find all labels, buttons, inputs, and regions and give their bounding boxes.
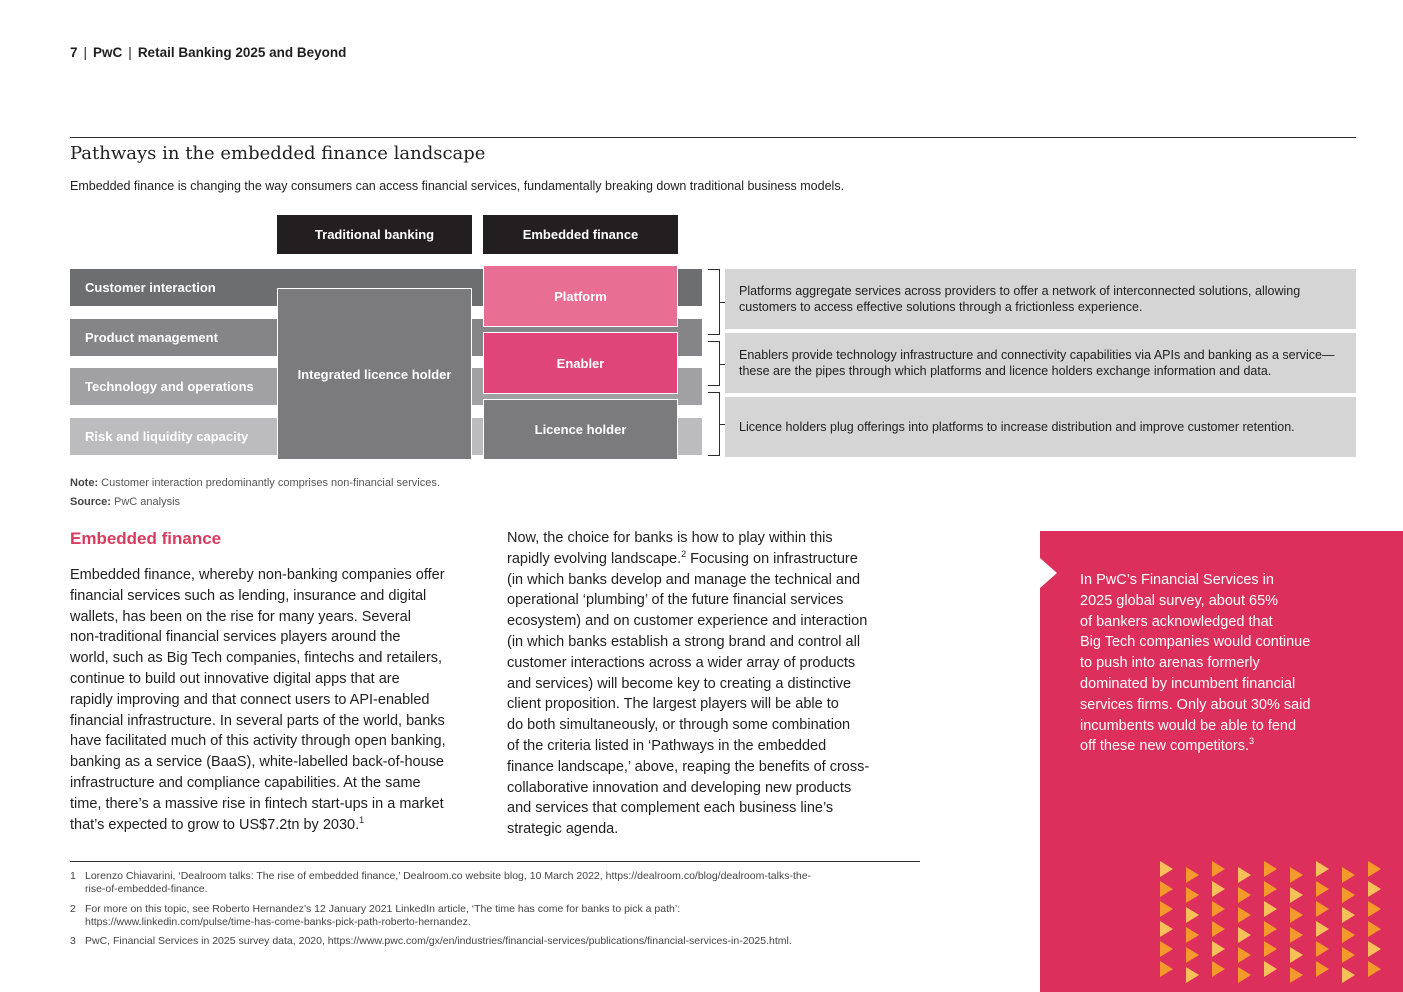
callout-line: In PwC’s Financial Services in xyxy=(1080,572,1274,588)
triangle-icon xyxy=(1212,921,1225,937)
body-line: that’s expected to grow to US$7.2tn by 2030. xyxy=(70,816,360,833)
triangle-icon xyxy=(1186,967,1199,983)
triangle-icon xyxy=(1186,907,1199,923)
triangle-icon xyxy=(1238,967,1251,983)
report-title: Retail Banking 2025 and Beyond xyxy=(137,45,347,60)
body-line: rapidly improving and that connect users to API-enabled xyxy=(70,691,430,708)
row-label: Risk and liquidity capacity xyxy=(85,429,249,444)
triangle-icon xyxy=(1264,881,1277,897)
triangle-icon xyxy=(1316,901,1329,917)
footnote-ref[interactable]: 2 xyxy=(681,548,687,559)
footnote-ref[interactable]: 3 xyxy=(1249,736,1255,747)
triangle-icon xyxy=(1238,887,1251,903)
triangle-icon xyxy=(1186,927,1199,943)
body-line: ecosystem) and on customer experience and interaction xyxy=(507,613,868,630)
body-line: and services) will become key to creating a distinctive xyxy=(507,675,852,692)
triangle-icon xyxy=(1342,867,1355,883)
platform-box: Platform xyxy=(483,265,678,327)
triangle-icon xyxy=(1264,961,1277,977)
figure-subtitle: Embedded finance is changing the way consumers can access financial services, fundamentally breaking down traditional business models. xyxy=(70,179,845,193)
callout-line: Big Tech companies would continue xyxy=(1080,634,1311,651)
footnote-line: Lorenzo Chiavarini, ‘Dealroom talks: The rise of embedded finance,’ Dealroom.co website blog, 10 March 2022, https://dealroom.co/blog/dealroom-talks-the- xyxy=(85,870,812,882)
description-platform xyxy=(725,269,1356,329)
body-line: financial infrastructure. In several parts of the world, banks xyxy=(70,712,445,729)
description-licence-holder xyxy=(725,397,1356,457)
description-line: Enablers provide technology infrastructure and connectivity capabilities via APIs and banking as a service— xyxy=(739,348,1335,362)
triangle-icon xyxy=(1342,967,1355,983)
body-line: finance landscape,’ above, reaping the benefits of cross- xyxy=(507,758,870,775)
source-label: Source: xyxy=(70,496,111,508)
body-line: banking as a service (BaaS), white-labelled back-of-house xyxy=(70,754,444,771)
triangle-icon xyxy=(1290,947,1303,963)
body-line: time, there’s a massive rise in fintech start-ups in a market xyxy=(70,795,444,812)
triangle-icon xyxy=(1264,901,1277,917)
page-number: 7 xyxy=(70,45,78,60)
body-line: continue to build out innovative digital apps that are xyxy=(70,670,400,687)
triangle-icon xyxy=(1264,861,1277,877)
body-line: have facilitated much of this activity through open banking, xyxy=(70,733,446,750)
description-line: Platforms aggregate services across providers to offer a network of interconnected solutions, allowing xyxy=(739,284,1301,298)
footnote-1 xyxy=(70,870,811,896)
note-text: Customer interaction predominantly comprises non-financial services. xyxy=(101,477,440,489)
column-header-traditional-banking: Traditional banking xyxy=(277,215,472,254)
description-line: these are the pipes through which platforms and licence holders exchange information and data. xyxy=(739,364,1272,378)
triangle-icon xyxy=(1186,867,1199,883)
callout-line: to push into arenas formerly xyxy=(1080,655,1260,672)
triangle-icon xyxy=(1316,941,1329,957)
body-line: of the criteria listed in ‘Pathways in the embedded xyxy=(507,737,827,754)
figure-source xyxy=(70,496,180,508)
body-line: Now, the choice for banks is how to play within this xyxy=(507,530,833,546)
triangle-icon xyxy=(1368,881,1381,897)
footnote-2 xyxy=(70,903,680,929)
body-line: infrastructure and compliance capabilities. At the same xyxy=(70,774,421,791)
footnote-line: For more on this topic, see Roberto Hernandez’s 12 January 2021 LinkedIn article, ‘The time has come for banks to pick a path’: xyxy=(85,903,681,915)
triangle-icon xyxy=(1290,927,1303,943)
triangle-icon xyxy=(1212,861,1225,877)
triangle-icon xyxy=(1160,901,1173,917)
footnote-3 xyxy=(70,935,792,948)
callout-notch xyxy=(1040,558,1057,588)
triangle-icon xyxy=(1160,961,1173,977)
triangle-icon xyxy=(1316,861,1329,877)
triangle-icon xyxy=(1368,901,1381,917)
triangle-icon xyxy=(1342,887,1355,903)
body-line: rapidly evolving landscape. xyxy=(507,550,682,567)
body-line: (in which banks develop and manage the technical and xyxy=(507,571,861,588)
triangle-icon xyxy=(1316,881,1329,897)
running-header: 7 | PwC | Retail Banking 2025 and Beyond xyxy=(70,45,347,60)
body-line: Embedded finance, whereby non-banking companies offer xyxy=(70,567,445,583)
note-label: Note: xyxy=(70,477,99,489)
triangle-icon xyxy=(1238,927,1251,943)
footnote-line: PwC, Financial Services in 2025 survey data, 2020, https://www.pwc.com/gx/en/industries/financial-services/publications/financial-services-in-2025.html. xyxy=(85,935,792,947)
column-header-embedded-finance: Embedded finance xyxy=(483,215,678,254)
section-heading: Embedded finance xyxy=(70,529,222,548)
bracket-licence-holder xyxy=(708,392,720,456)
body-line: and services that complement each business line’s xyxy=(507,800,834,817)
footnote-number: 2 xyxy=(70,903,76,915)
figure-note xyxy=(70,477,440,489)
triangle-icon xyxy=(1264,941,1277,957)
triangle-icon xyxy=(1212,941,1225,957)
figure-top-rule xyxy=(70,137,1356,138)
callout-text xyxy=(1080,570,1310,757)
triangle-icon xyxy=(1316,961,1329,977)
body-line: strategic agenda. xyxy=(507,821,619,838)
triangle-icon xyxy=(1368,961,1381,977)
callout-line: services firms. Only about 30% said xyxy=(1080,696,1311,713)
enabler-box: Enabler xyxy=(483,332,678,394)
source-text: PwC analysis xyxy=(114,496,181,508)
callout-panel xyxy=(1040,531,1403,992)
body-line-tail: Focusing on infrastructure xyxy=(686,550,858,567)
body-line: operational ‘plumbing’ of the future financial services xyxy=(507,592,844,609)
triangle-icon xyxy=(1212,901,1225,917)
callout-line: dominated by incumbent financial xyxy=(1080,675,1296,692)
body-line: client proposition. The largest players will be able to xyxy=(507,696,839,713)
triangle-icon xyxy=(1368,921,1381,937)
triangle-icon xyxy=(1212,881,1225,897)
triangle-icon xyxy=(1290,887,1303,903)
triangle-icon xyxy=(1238,947,1251,963)
row-label: Technology and operations xyxy=(85,379,254,394)
footnote-ref[interactable]: 1 xyxy=(359,814,365,825)
body-line: do both simultaneously, or through some combination xyxy=(507,717,851,734)
triangle-icon xyxy=(1368,941,1381,957)
description-enabler xyxy=(725,333,1356,393)
triangle-icon xyxy=(1316,921,1329,937)
row-label: Customer interaction xyxy=(85,280,216,295)
triangle-icon xyxy=(1238,907,1251,923)
triangle-icon xyxy=(1238,867,1251,883)
triangle-icon xyxy=(1368,861,1381,877)
callout-line: 2025 global survey, about 65% xyxy=(1080,592,1279,609)
footnote-line: rise-of-embedded-finance. xyxy=(85,883,208,895)
triangle-icon xyxy=(1342,927,1355,943)
triangle-icon xyxy=(1212,961,1225,977)
triangle-icon xyxy=(1290,907,1303,923)
callout-line: off these new competitors. xyxy=(1080,738,1249,755)
integrated-licence-holder-box: Integrated licence holder xyxy=(277,288,472,460)
body-line: customer interactions across a wider array of products xyxy=(507,654,856,671)
bracket-enabler xyxy=(708,341,720,386)
footnote-rule xyxy=(70,861,920,862)
triangle-icon xyxy=(1160,941,1173,957)
body-line: non-traditional financial services players around the xyxy=(70,629,401,646)
row-label: Product management xyxy=(85,330,218,345)
description-line: Licence holders plug offerings into platforms to increase distribution and improve customer retention. xyxy=(739,420,1295,434)
body-line: collaborative innovation and developing new products xyxy=(507,779,852,796)
licence-holder-box: Licence holder xyxy=(483,399,678,460)
bracket-platform xyxy=(708,269,720,335)
callout-line: incumbents would be able to fend xyxy=(1080,717,1297,734)
triangle-icon xyxy=(1186,947,1199,963)
triangle-icon xyxy=(1290,867,1303,883)
body-column-1 xyxy=(70,565,446,835)
footnote-number: 3 xyxy=(70,935,76,947)
body-column-2 xyxy=(507,528,869,840)
triangle-icon xyxy=(1342,947,1355,963)
body-line: financial services such as lending, insurance and digital xyxy=(70,587,427,604)
body-line: world, such as Big Tech companies, fintechs and retailers, xyxy=(70,650,443,667)
triangle-icon xyxy=(1342,907,1355,923)
brand-name: PwC xyxy=(93,45,123,60)
triangle-icon xyxy=(1160,881,1173,897)
triangle-icon xyxy=(1290,967,1303,983)
triangle-icon xyxy=(1186,887,1199,903)
figure-title: Pathways in the embedded finance landscape xyxy=(70,143,486,164)
triangle-icon xyxy=(1264,921,1277,937)
footnote-line: https://www.linkedin.com/pulse/time-has-come-banks-pick-path-roberto-hernandez. xyxy=(85,916,471,928)
footnote-number: 1 xyxy=(70,870,76,882)
body-line: (in which banks establish a strong brand and control all xyxy=(507,633,861,650)
callout-line: of bankers acknowledged that xyxy=(1080,613,1273,630)
triangle-icon xyxy=(1160,861,1173,877)
triangle-icon xyxy=(1160,921,1173,937)
body-line: wallets, has been on the rise for many years. Several xyxy=(70,608,411,625)
description-line: customers to access effective solutions through a frictionless experience. xyxy=(739,300,1143,314)
